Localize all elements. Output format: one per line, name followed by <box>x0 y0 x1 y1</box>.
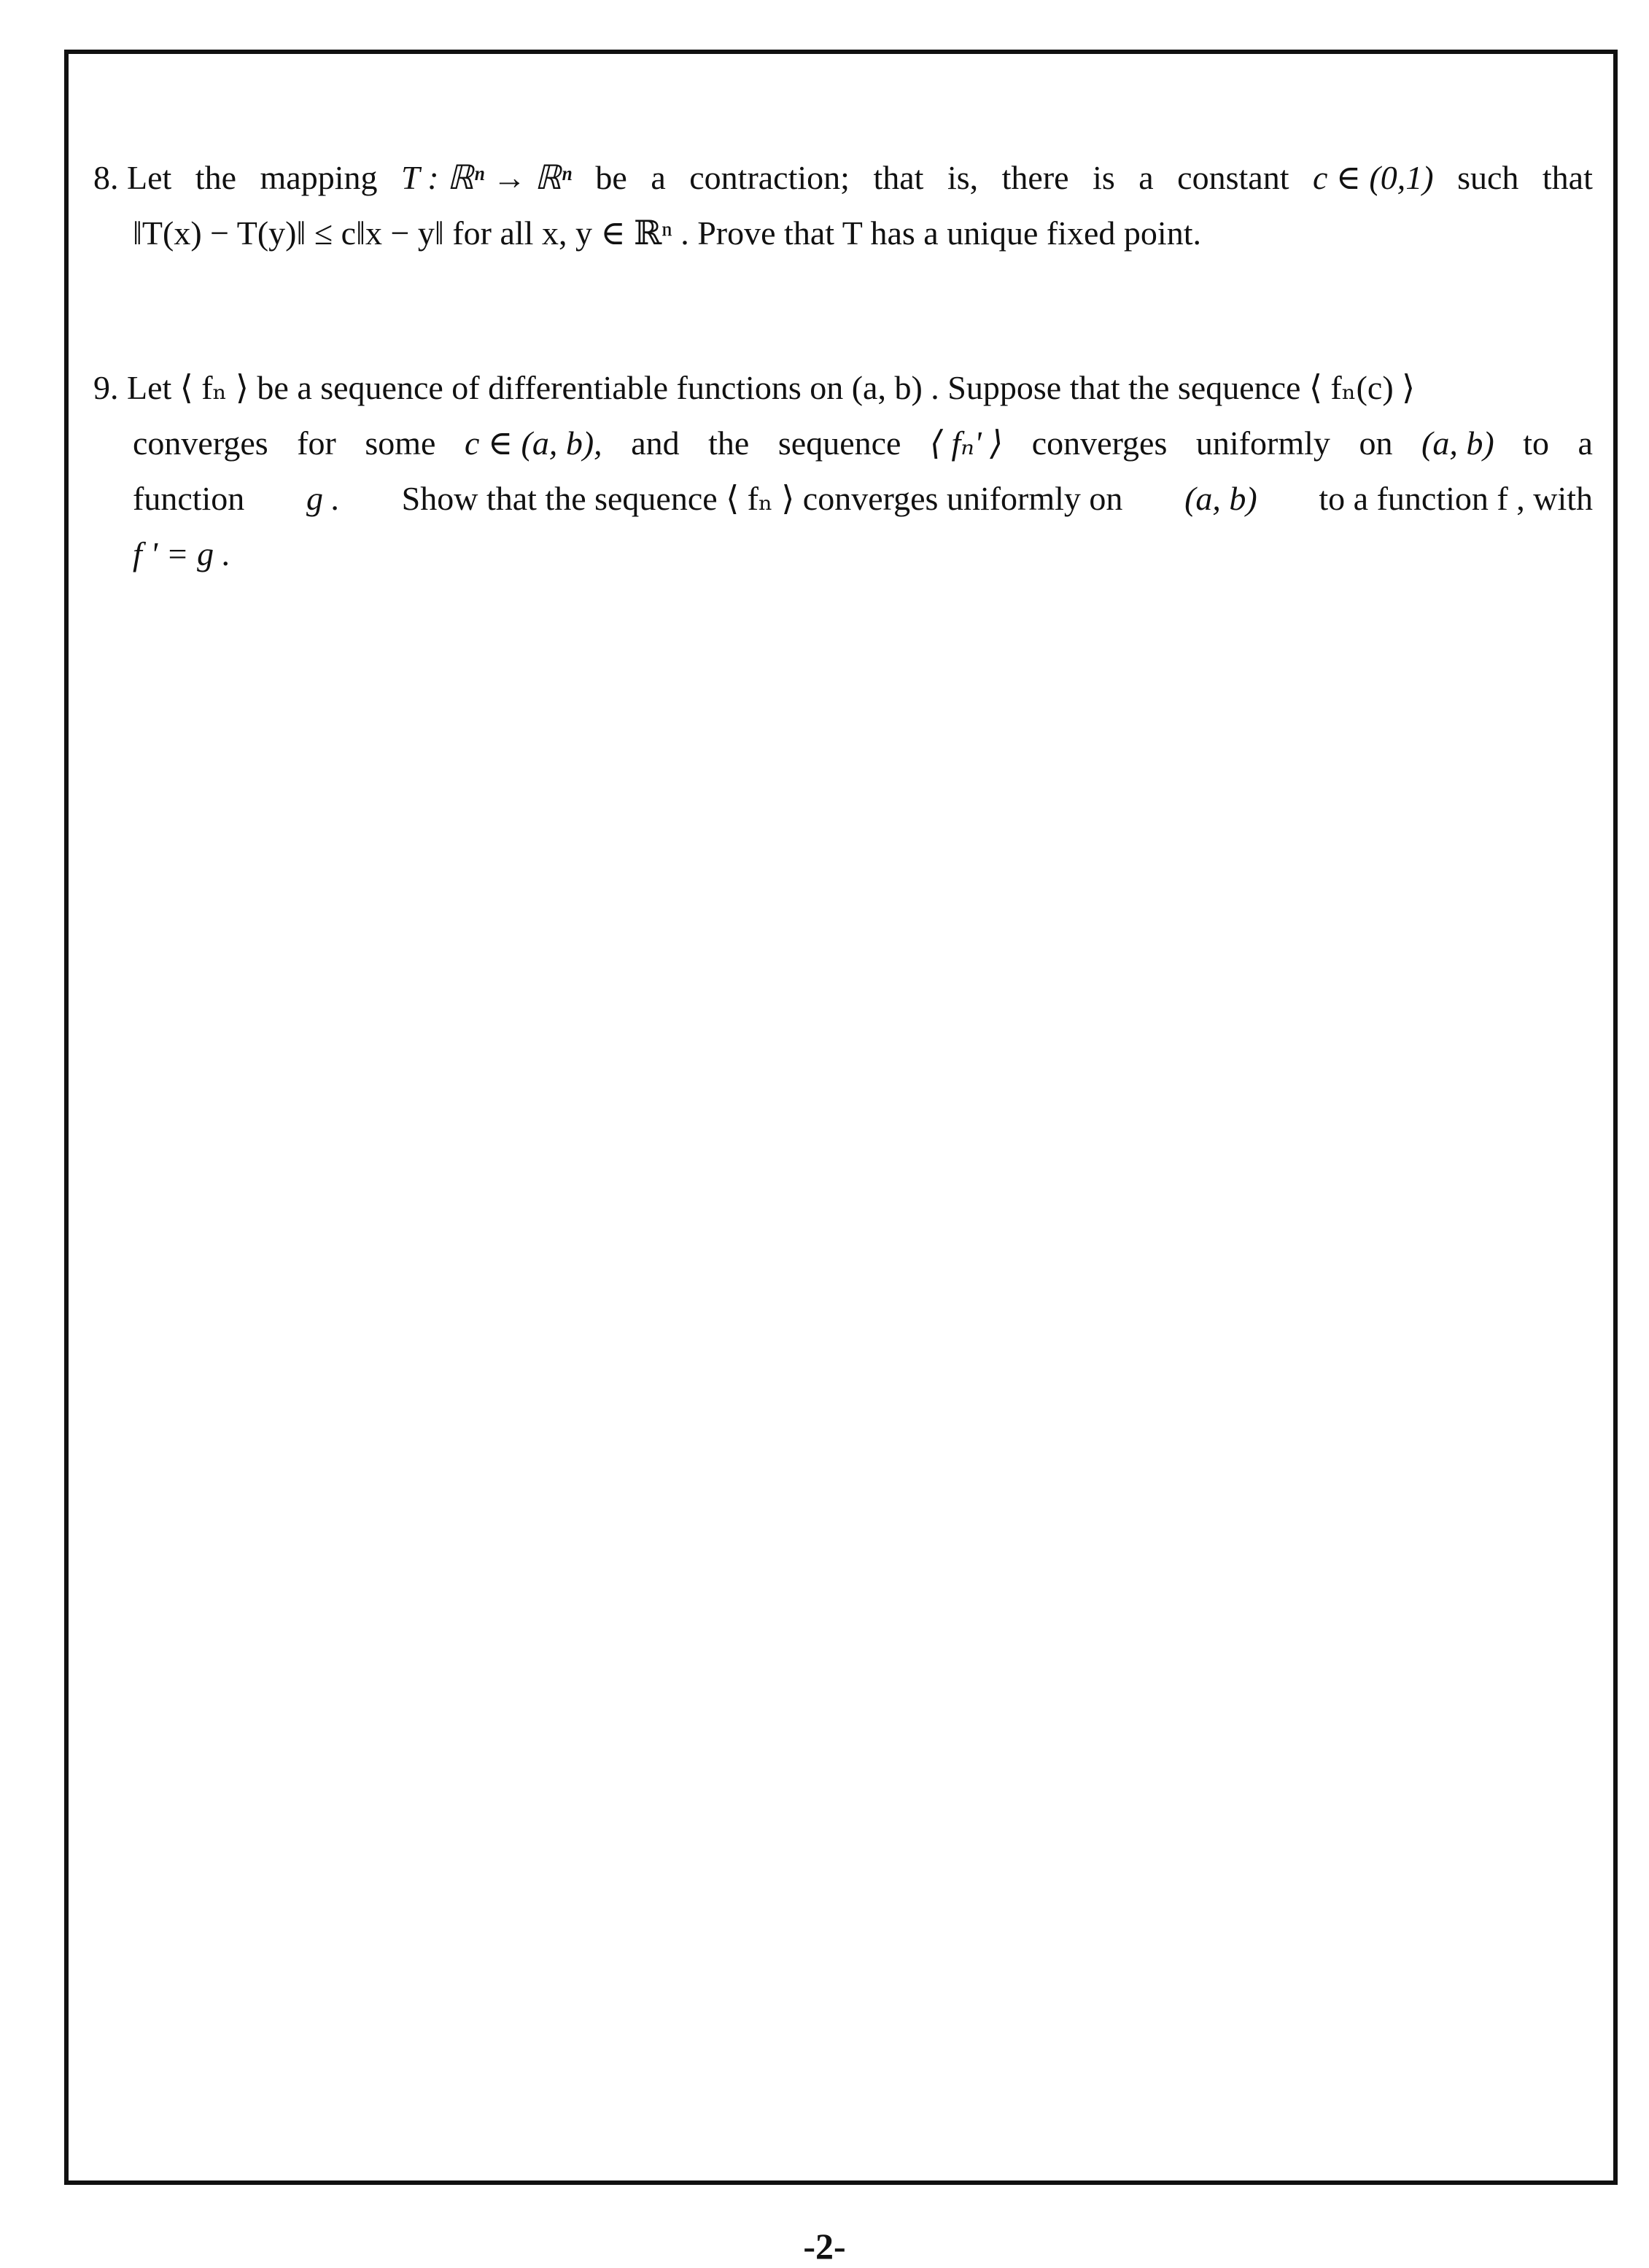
problem-number: 9. <box>93 369 119 406</box>
problem-8 <box>93 150 1593 261</box>
problem-9-line-1: 9. Let ⟨ fₙ ⟩ be a sequence of differentiable functions on (a, b) . Suppose that the sequence ⟨ fₙ(c) ⟩ <box>93 369 1416 406</box>
problem-9-line-3: function g . Show that the sequence ⟨ fₙ ⟩ converges uniformly on (a, b) to a function f , with <box>133 480 1593 517</box>
page-number: -2- <box>803 2226 846 2267</box>
problem-9 <box>93 360 1593 582</box>
problem-8-line-2: ‖T(x) − T(y)‖ ≤ c‖x − y‖ for all x, y ∈ ℝⁿ . Prove that T has a unique fixed point. <box>133 214 1201 252</box>
problem-9-line-2: converges for some c ∈ (a, b), and the sequence ⟨ fₙ' ⟩ converges uniformly on (a, b) to a <box>133 424 1593 462</box>
problem-9-line-4: f ' = g . <box>133 535 231 572</box>
problem-number: 8. Let <box>93 159 172 196</box>
problem-8-line-1: 8. Let the mapping T : ℝⁿ → ℝⁿ be a contraction; that is, there is a constant c ∈ (0,1) such that <box>93 150 1593 206</box>
page-frame <box>64 50 1618 2185</box>
